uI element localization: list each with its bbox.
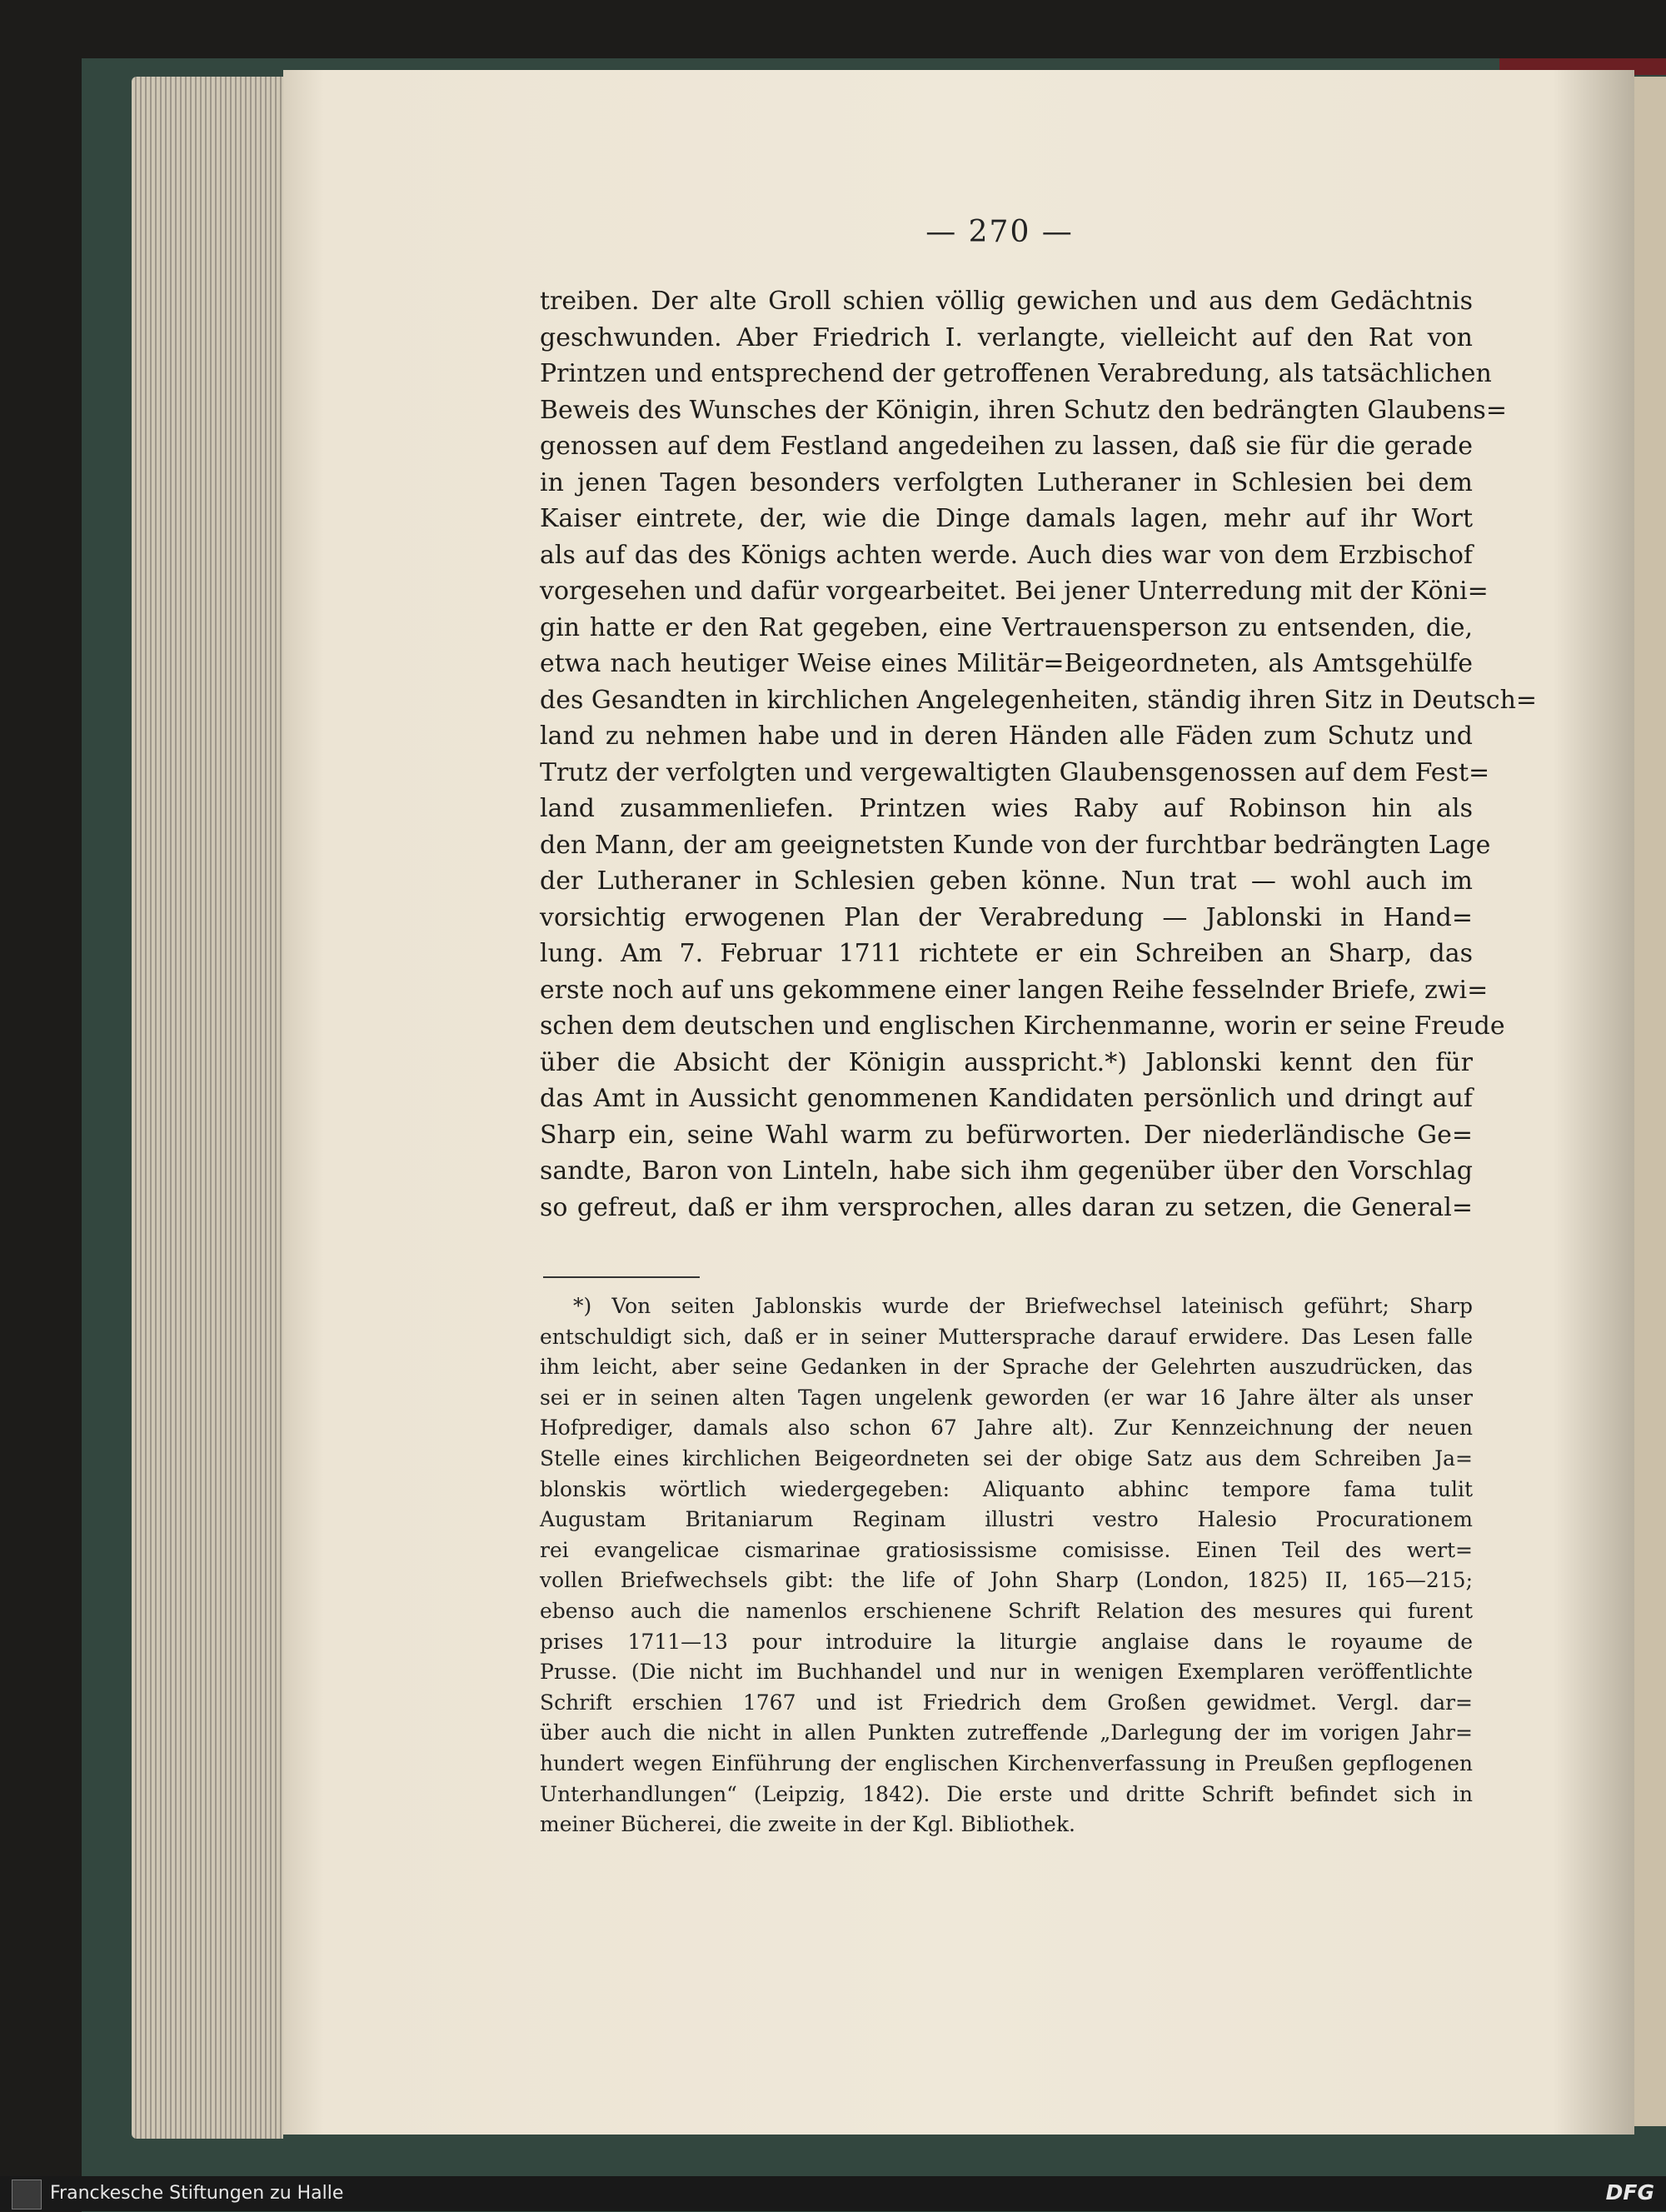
footnote-line: ihm leicht, aber seine Gedanken in der Sprache der Gelehrten auszudrücken, das	[540, 1355, 1473, 1380]
body-line: Beweis des Wunsches der Königin, ihren Schutz den bedrängten Glaubens=	[540, 395, 1507, 425]
footnote-rule	[543, 1276, 700, 1278]
body-line: genossen auf dem Festland angedeihen zu lassen, daß sie für die gerade	[540, 432, 1473, 461]
body-line: in jenen Tagen besonders verfolgten Lutheraner in Schlesien bei dem	[540, 467, 1473, 497]
footnote-line: Unterhandlungen“ (Leipzig, 1842). Die erste und dritte Schrift befindet sich in	[540, 1781, 1473, 1806]
body-line: etwa nach heutiger Weise eines Militär=Beigeordneten, als Amtsgehülfe	[540, 649, 1473, 678]
footnote-line: *) Von seiten Jablonskis wurde der Briefwechsel lateinisch geführt; Sharp	[573, 1294, 1473, 1318]
body-line: vorgesehen und dafür vorgearbeitet. Bei jener Unterredung mit der Köni=	[540, 577, 1489, 606]
dfg-logo: DFG	[1605, 2180, 1654, 2205]
body-line: das Amt in Aussicht genommenen Kandidaten persönlich und dringt auf	[540, 1084, 1473, 1113]
footnote-line: Hofprediger, damals also schon 67 Jahre alt). Zur Kennzeichnung der neuen	[540, 1416, 1473, 1441]
footer-caption: Franckesche Stiftungen zu Halle	[50, 2183, 344, 2204]
body-line: Sharp ein, seine Wahl warm zu befürworten. Der niederländische Ge=	[540, 1120, 1473, 1150]
footnote-line: prises 1711—13 pour introduire la liturgie anglaise dans le royaume de	[540, 1629, 1473, 1654]
body-line: lung. Am 7. Februar 1711 richtete er ein Schreiben an Sharp, das	[540, 939, 1473, 968]
footnote-line: Augustam Britaniarum Reginam illustri vestro Halesio Procurationem	[540, 1507, 1473, 1532]
body-line: Kaiser eintrete, der, wie die Dinge damals lagen, mehr auf ihr Wort	[540, 504, 1473, 533]
footnote-line: rei evangelicae cismarinae gratiosissisme comisisse. Einen Teil des wert=	[540, 1537, 1473, 1562]
footnote-line: Schrift erschien 1767 und ist Friedrich dem Großen gewidmet. Vergl. dar=	[540, 1690, 1473, 1715]
facing-page-edge	[1634, 77, 1666, 2126]
footnote-line: entschuldigt sich, daß er in seiner Muttersprache darauf erwidere. Das Lesen falle	[540, 1324, 1473, 1349]
body-line: den Mann, der am geeignetsten Kunde von der furchtbar bedrängten Lage	[540, 830, 1491, 860]
body-line: gin hatte er den Rat gegeben, eine Vertrauensperson zu entsenden, die,	[540, 612, 1473, 642]
institution-logo-icon	[12, 2180, 42, 2210]
body-line: geschwunden. Aber Friedrich I. verlangte, vielleicht auf den Rat von	[540, 322, 1473, 352]
footnote	[540, 1291, 1473, 1840]
body-line: land zu nehmen habe und in deren Händen alle Fäden zum Schutz und	[540, 722, 1473, 751]
footnote-line: meiner Bücherei, die zweite in der Kgl. Bibliothek.	[540, 1812, 1075, 1837]
page-stack	[132, 77, 283, 2139]
footnote-line: sei er in seinen alten Tagen ungelenk geworden (er war 16 Jahre älter als unser	[540, 1385, 1473, 1410]
footnote-line: blonskis wörtlich wiedergegeben: Aliquanto abhinc tempore fama tulit	[540, 1476, 1473, 1501]
body-line: land zusammenliefen. Printzen wies Raby auf Robinson hin als	[540, 794, 1473, 823]
footnote-line: über auch die nicht in allen Punkten zutreffende „Darlegung der im vorigen Jahr=	[540, 1720, 1473, 1745]
body-line: erste noch auf uns gekommene einer langen Reihe fesselnder Briefe, zwi=	[540, 975, 1489, 1005]
body-line: als auf das des Königs achten werde. Auch dies war von dem Erzbischof	[540, 540, 1473, 570]
footnote-line: ebenso auch die namenlos erschienene Schrift Relation des mesures qui furent	[540, 1598, 1473, 1623]
body-line: Printzen und entsprechend der getroffenen Verabredung, als tatsächlichen	[540, 359, 1492, 388]
body-line: so gefreut, daß er ihm versprochen, alles daran zu setzen, die General=	[540, 1192, 1473, 1222]
footnote-line: hundert wegen Einführung der englischen Kirchenverfassung in Preußen gepflogenen	[540, 1750, 1473, 1775]
page-number: — 270 —	[925, 215, 1074, 249]
body-line: sandte, Baron von Linteln, habe sich ihm gegenüber über den Vorschlag	[540, 1156, 1473, 1186]
body-line: der Lutheraner in Schlesien geben könne. Nun trat — wohl auch im	[540, 866, 1473, 896]
body-line: des Gesandten in kirchlichen Angelegenheiten, ständig ihren Sitz in Deutsch=	[540, 685, 1538, 715]
footnote-line: Prusse. (Die nicht im Buchhandel und nur in wenigen Exemplaren veröffentlichte	[540, 1660, 1473, 1685]
footnote-line: Stelle eines kirchlichen Beigeordneten sei der obige Satz aus dem Schreiben Ja=	[540, 1446, 1473, 1471]
footnote-line: vollen Briefwechsels gibt: the life of John Sharp (London, 1825) II, 165—215;	[540, 1568, 1473, 1593]
body-text	[540, 283, 1538, 1226]
body-line: treiben. Der alte Groll schien völlig gewichen und aus dem Gedächtnis	[540, 287, 1473, 316]
body-line: schen dem deutschen und englischen Kirchenmanne, worin er seine Freude	[540, 1011, 1505, 1041]
body-line: Trutz der verfolgten und vergewaltigten Glaubensgenossen auf dem Fest=	[540, 757, 1490, 787]
body-line: über die Absicht der Königin ausspricht.*) Jablonski kennt den für	[540, 1047, 1473, 1077]
body-line: vorsichtig erwogenen Plan der Verabredung — Jablonski in Hand=	[540, 902, 1473, 932]
